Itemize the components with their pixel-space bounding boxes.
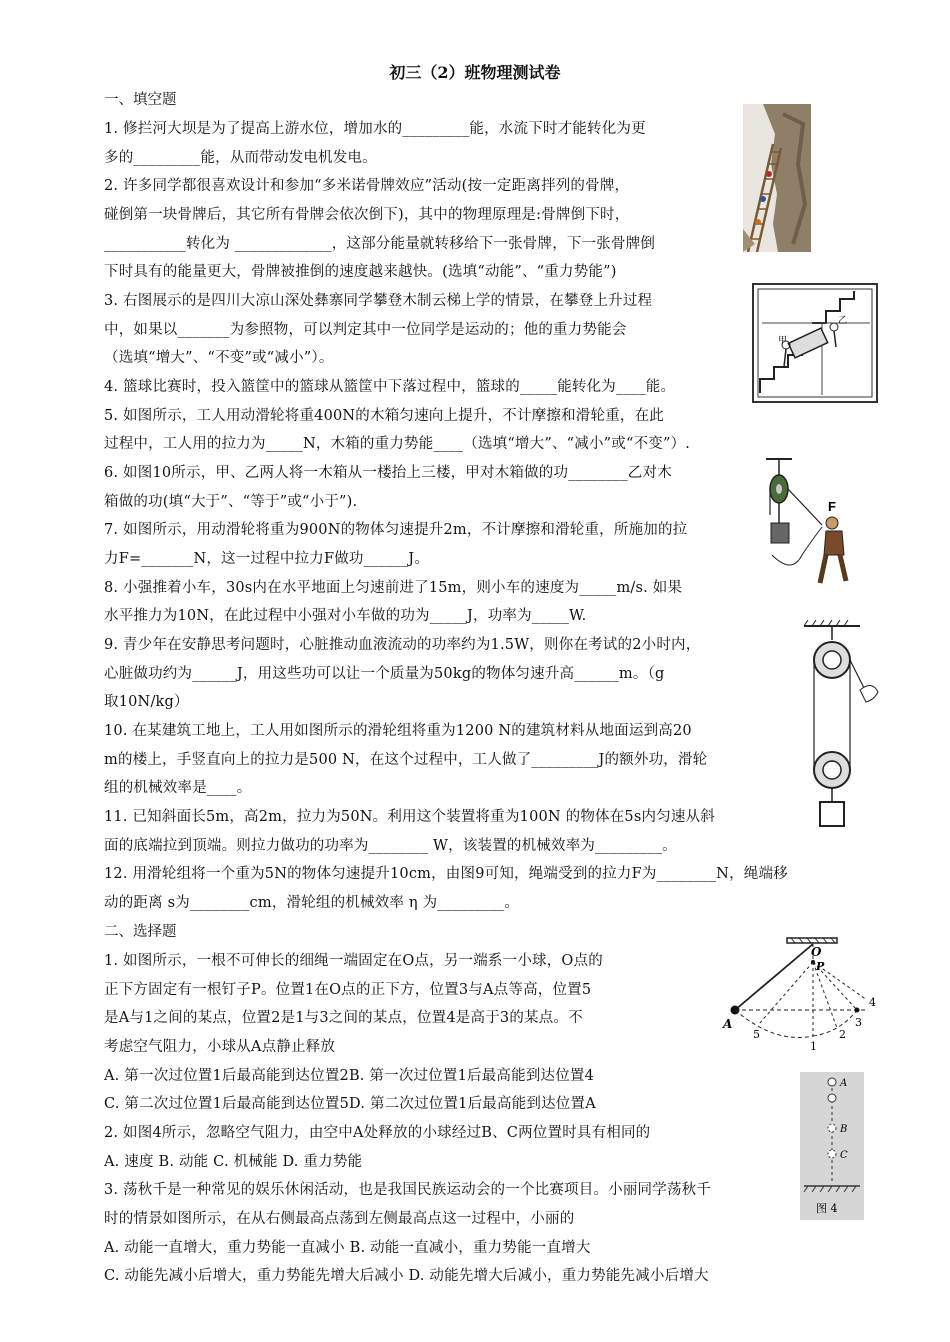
text-line: 4. 篮球比赛时，投入篮筐中的篮球从篮筐中下落过程中，篮球的_____能转化为____能。 (104, 379, 676, 395)
stairs-label-yi: 乙 (838, 316, 848, 326)
text-line: 中，如果以_______为参照物，可以判定其中一位同学是运动的；他的重力势能会 (104, 322, 627, 338)
page-title: 初三（2）班物理测试卷 (389, 63, 561, 82)
text-line: 6. 如图10所示，甲、乙两人将一木箱从一楼抬上三楼，甲对木箱做的功________乙对木 (104, 465, 672, 481)
text-line: 10. 在某建筑工地上，工人用如图所示的滑轮组将重为1200 N的建筑材料从地面运到高20 (104, 723, 692, 739)
text-line: 1. 修拦河大坝是为了提高上游水位，增加水的_________能，水流下时才能转化为更 (104, 121, 646, 137)
text-line: 7. 如图所示，用动滑轮将重为900N的物体匀速提升2m，不计摩擦和滑轮重，所施加的拉 (104, 522, 688, 538)
text-line: 水平推力为10N，在此过程中小强对小车做的功为_____J，功率为_____W. (104, 608, 587, 624)
text-line: 是A与1之间的某点，位置2是1与3之间的某点，位置4是高于3的某点。不 (104, 1010, 583, 1026)
falling-ball-figure (800, 1072, 864, 1220)
ball-label-B: B (840, 1124, 848, 1135)
text-line: 2. 如图4所示，忽略空气阻力，由空中A处释放的小球经过B、C两位置时具有相同的 (104, 1125, 651, 1141)
pendulum-figure (715, 936, 885, 1054)
text-line: C. 第二次过位置1后最高能到达位置5D. 第二次过位置1后最高能到达位置A (104, 1096, 596, 1112)
text-line: A. 第一次过位置1后最高能到达位置2B. 第一次过位置1后最高能到达位置4 (104, 1068, 595, 1084)
text-line: 5. 如图所示，工人用动滑轮将重400N的木箱匀速向上提升，不计摩擦和滑轮重，在此 (104, 408, 665, 424)
text-line: 9. 青少年在安静思考问题时，心脏推动血液流动的功率约为1.5W，则你在考试的2小时内， (104, 637, 701, 653)
text-line: 1. 如图所示，一根不可伸长的细绳一端固定在O点，另一端系一小球，O点的 (104, 953, 603, 969)
text-line: （选填“增大”、“不变”或“减小”）。 (104, 350, 334, 366)
text-line: 多的_________能，从而带动发电机发电。 (104, 150, 377, 166)
text-line: 2. 许多同学都很喜欢设计和参加“多米诺骨牌效应”活动(按一定距离拌列的骨牌， (104, 178, 630, 194)
text-line: 力F=_______N，这一过程中拉力F做功______J。 (104, 551, 430, 567)
text-line: 8. 小强推着小车，30s内在水平地面上匀速前进了15m，则小车的速度为_____m/s. 如果 (104, 580, 683, 596)
pendulum-label-A: A (723, 1017, 733, 1031)
figure-4-caption: 图 4 (816, 1202, 838, 1215)
text-line: C. 动能先减小后增大，重力势能先增大后减小 D. 动能先增大后减小，重力势能先减小后增大 (104, 1268, 709, 1284)
text-line: 下时具有的能量更大，骨牌被推倒的速度越来越快。(选填“动能”、“重力势能”) (104, 264, 617, 280)
text-line: A. 速度 B. 动能 C. 机械能 D. 重力势能 (104, 1154, 363, 1170)
text-line: 碰倒第一块骨牌后，其它所有骨牌会依次倒下)，其中的物理原理是:骨牌倒下时， (104, 207, 630, 223)
text-line: 11. 已知斜面长5m，高2m，拉力为50N。利用这个装置将重为100N 的物体在5s内匀速从斜 (104, 809, 715, 825)
text-line: 组的机械效率是____。 (104, 780, 252, 796)
text-line: 3. 荡秋千是一种常见的娱乐休闲活动，也是我国民族运动会的一个比赛项目。小丽同学荡秋千 (104, 1182, 712, 1198)
ball-label-C: C (840, 1150, 848, 1161)
text-line: 动的距离 s为________cm，滑轮组的机械效率 η 为_________。 (104, 895, 520, 911)
pulley-block-figure (800, 620, 882, 835)
pendulum-label-2: 2 (839, 1028, 846, 1041)
text-line: A. 动能一直增大，重力势能一直减小 B. 动能一直减小，重力势能一直增大 (104, 1240, 591, 1256)
text-line: 面的底端拉到顶端。则拉力做功的功率为________ W，该装置的机械效率为_________。 (104, 838, 677, 854)
text-line: 取10N/kg） (104, 694, 189, 710)
pendulum-label-4: 4 (869, 996, 876, 1009)
stairs-label-jia: 甲 (778, 336, 788, 346)
text-line: 心脏做功约为______J，用这些功可以让一个质量为50kg的物体匀速升高______m。（g (104, 666, 665, 682)
text-line: 正下方固定有一根钉子P。位置1在O点的正下方，位置3与A点等高，位置5 (104, 982, 592, 998)
ball-label-A: A (840, 1078, 848, 1089)
text-line: 3. 右图展示的是四川大凉山深处彝寨同学攀登木制云梯上学的情景，在攀登上升过程 (104, 293, 653, 309)
section-fill-in: 一、填空题 (104, 92, 177, 108)
stairs-box-figure (752, 283, 878, 403)
cliff-ladder-photo (743, 104, 811, 252)
text-line: 时的情景如图所示，在从右侧最高点荡到左侧最高点这一过程中，小丽的 (104, 1211, 575, 1227)
text-line: ___________转化为 _____________，这部分能量就转移给下一张骨牌，下一张骨牌倒 (104, 236, 656, 252)
force-label-F: F (828, 499, 836, 514)
pulley-worker-figure (762, 455, 858, 593)
pendulum-label-3: 3 (855, 1016, 862, 1029)
text-line: 考虑空气阻力，小球从A点静止释放 (104, 1039, 336, 1055)
text-line: 过程中，工人用的拉力为_____N，木箱的重力势能____（选填“增大”、“减小”或“不变”）. (104, 436, 691, 452)
pendulum-label-O: O (811, 945, 822, 959)
section-choice: 二、选择题 (104, 924, 177, 940)
text-line: 箱做的功(填“大于”、“等于”或“小于”). (104, 494, 358, 510)
text-line: m的楼上，手竖直向上的拉力是500 N，在这个过程中，工人做了_________J的额外功，滑轮 (104, 752, 708, 768)
pendulum-label-5: 5 (753, 1028, 760, 1041)
pendulum-label-P: P (816, 960, 825, 973)
text-line: 12. 用滑轮组将一个重为5N的物体匀速提升10cm，由图9可知，绳端受到的拉力F为________N，绳端移 (104, 866, 788, 882)
pendulum-label-1: 1 (810, 1040, 817, 1053)
